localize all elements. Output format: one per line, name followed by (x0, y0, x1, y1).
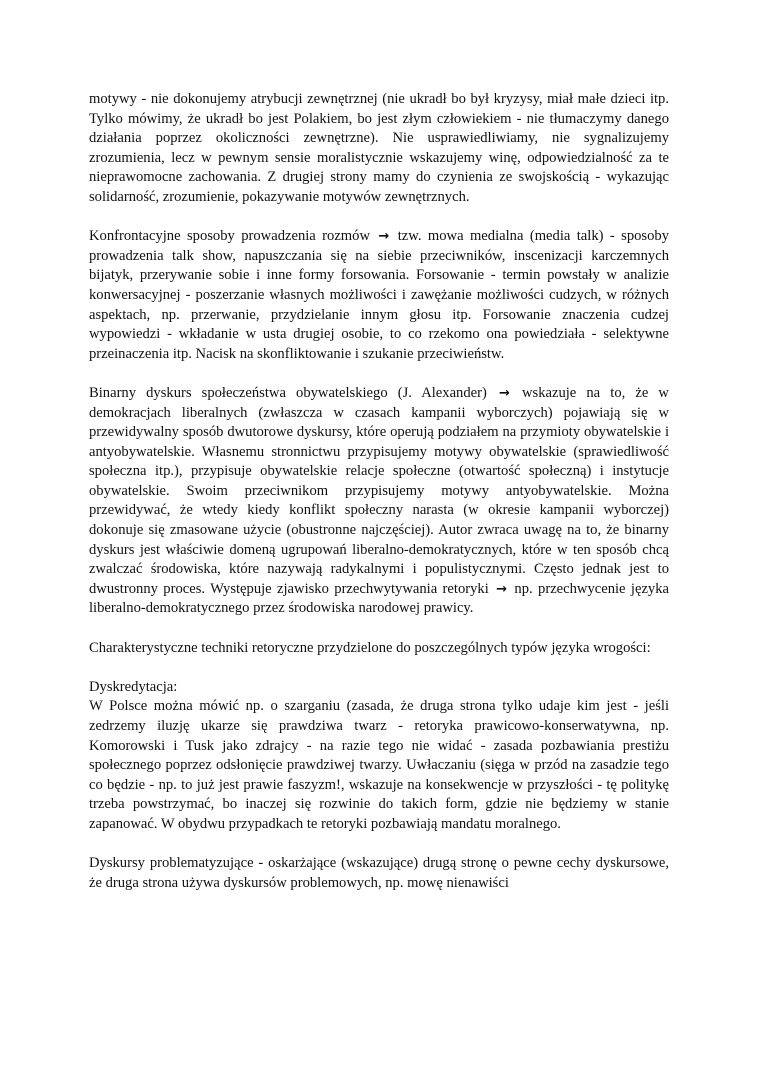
right-arrow-icon: → (378, 229, 390, 245)
paragraph-binary-discourse-lead: Binarny dyskurs społeczeństwa obywatelskiego (J. Alexander) (89, 384, 487, 401)
paragraph-rhetorical-techniques: Charakterystyczne techniki retoryczne przydzielone do poszczególnych typów języka wrogości: (89, 639, 651, 656)
paragraph-problematizing-discourses: Dyskursy problematyzujące - oskarżające (wskazujące) drugą stronę o pewne cechy dyskursowe, że druga strona używa dyskursów problemowych, np. mowę nienawiści (89, 855, 669, 891)
paragraph-binary-discourse (89, 384, 669, 619)
paragraph-confrontational-talk (89, 227, 669, 364)
document-page (89, 90, 669, 913)
paragraph-binary-discourse-tail: np. przechwycenie języka liberalno-demokratycznego przez środowiska narodowej prawicy. (89, 580, 669, 617)
paragraph-binary-discourse-body: wskazuje na to, że w demokracjach liberalnych (zwłaszcza w czasach kampanii wyborczych) pojawiają się w przewidywalny sposób dwutorowe dyskursy, które operują podziałem na przymioty obywatelskie i antyobywatelskie. Własnemu stronnictwu przypisujemy motywy obywatelskie (sprawiedliwość społeczna itp.), przypisuje obywatelskie relacje społeczne (otwartość społeczną) i instytucje obywatelskie. Swoim przeciwnikom przypisujemy motywy antyobywatelskie. Można przewidywać, że wtedy kiedy konflikt społeczny narasta (w okresie kampanii wyborczej) dokonuje się zmasowane użycie (obustronne najczęściej). Autor zwraca uwagę na to, że binarny dyskurs jest właściwie domeną ugrupowań liberalno-demokratycznych, które w ten sposób chcą zwalczać środowiska, które nazywają radykalnymi i populistycznymi. Często jednak jest to dwustronny proces. Występuje zjawisko przechwytywania retoryki (89, 384, 669, 597)
paragraph-discreditation: W Polsce można mówić np. o szarganiu (zasada, że druga strona tylko udaje kim jest - jeśli zedrzemy iluzję ukarze się prawdziwa twarz - retoryka prawicowo-konserwatywna, np. Komorowski i Tusk jako zdrajcy - na razie tego nie widać - zasada pozbawiania prestiżu społecznego poprzez odsłonięcie prawdziwej twarzy. Uwłaczaniu (sięga w przód na zasadzie tego co będzie - np. to już jest prawie faszyzm!, wskazuje na konsekwencje w przyszłości - tę politykę trzeba powstrzymać, bo inaczej się rozwinie do takich form, gdzie nie będziemy w stanie zapanować. W obydwu przypadkach te retoryki pozbawiają mandatu moralnego. (89, 698, 669, 832)
paragraph-motives: motywy - nie dokonujemy atrybucji zewnętrznej (nie ukradł bo był kryzysy, miał małe dzieci itp. Tylko mówimy, że ukradł bo jest Polakiem, bo jest złym człowiekiem - nie tłumaczymy danego działania poprzez okoliczności zewnętrzne). Nie usprawiedliwiamy, nie sygnalizujemy zrozumienia, lecz w pewnym sensie moralistycznie wskazujemy winę, odpowiedzialność za te nieprawomocne zachowania. Z drugiej strony mamy do czynienia ze swojskością - wykazując solidarność, zrozumienie, pokazywanie motywów zewnętrznych. (89, 91, 669, 205)
paragraph-confrontational-talk-body: tzw. mowa medialna (media talk) - sposoby prowadzenia talk show, napuszczania się na siebie przeciwników, inscenizacji karczemnych bijatyk, przerywanie sobie i inne formy forsowania. Forsowanie - termin powstały w analizie konwersacyjnej - poszerzanie własnych możliwości i zawężanie możliwości cudzych, w różnych aspektach, np. przerwanie, przydzielanie innym głosu itp. Forsowanie znaczenia cudzej wypowiedzi - wkładanie w usta drugiej osobie, to co rzekomo ona powiedziała - selektywne przeinaczenia itp. Nacisk na skonfliktowanie i szukanie przeciwieństw. (89, 228, 669, 362)
section-heading-discreditation: Dyskredytacja: (89, 678, 178, 695)
paragraph-confrontational-talk-lead: Konfrontacyjne sposoby prowadzenia rozmów (89, 228, 370, 245)
right-arrow-icon: → (496, 581, 508, 597)
right-arrow-icon: → (498, 385, 510, 401)
